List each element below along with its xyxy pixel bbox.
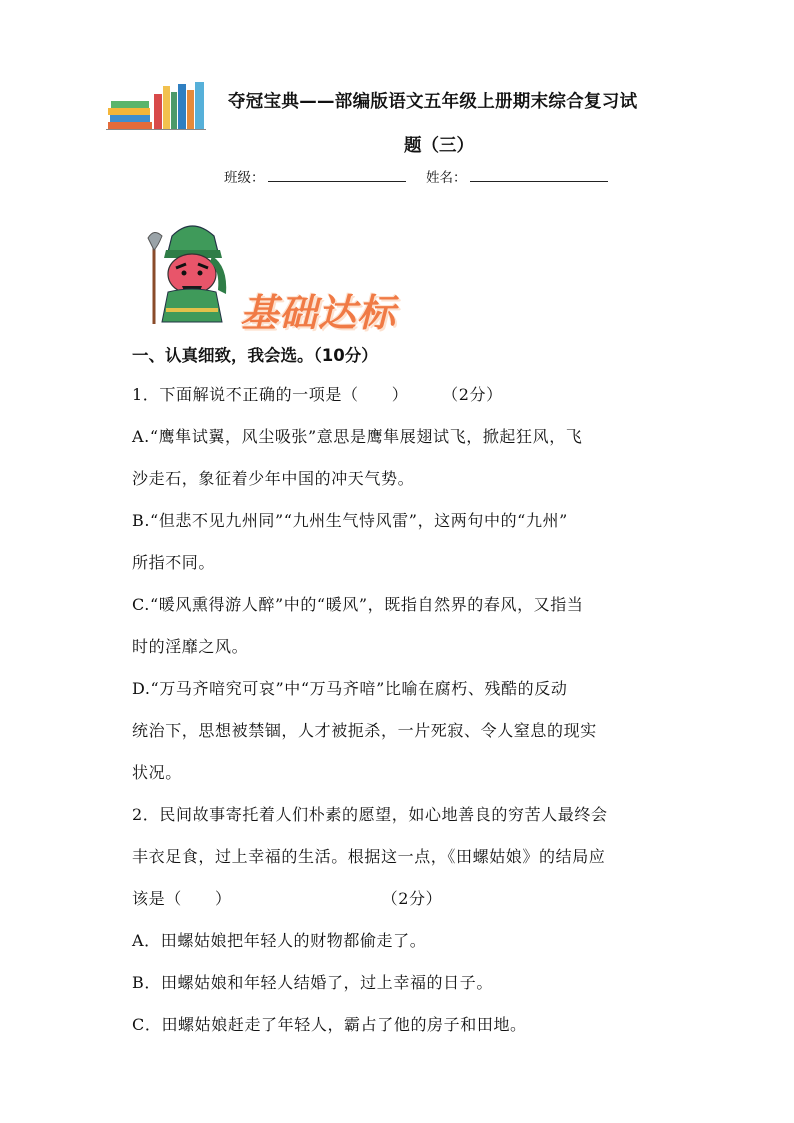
document-title-continued: 题（三） (404, 136, 474, 156)
question-line: 1．下面解说不正确的一项是（ ） （2分） (132, 385, 503, 404)
document-title: 夺冠宝典——部编版语文五年级上册期末综合复习试 (228, 92, 638, 112)
question-line: 沙走石，象征着少年中国的冲天气势。 (132, 469, 415, 488)
class-label: 班级： (224, 170, 265, 186)
section-banner: 基础达标 (240, 291, 397, 335)
question-line: 时的淫靡之风。 (132, 637, 249, 656)
stack-of-books-icon (106, 82, 208, 130)
question-line: D.“万马齐喑究可哀”中“万马齐喑”比喻在腐朽、残酷的反动 (132, 679, 568, 698)
class-field[interactable] (268, 167, 406, 182)
question-line: 状况。 (132, 763, 182, 782)
question-line: 所指不同。 (132, 553, 216, 572)
name-label: 姓名： (426, 170, 467, 186)
question-line: B．田螺姑娘和年轻人结婚了，过上幸福的日子。 (132, 973, 493, 992)
question-line: 该是（ ） （2分） (132, 889, 443, 908)
question-line: A.“鹰隼试翼，风尘吸张”意思是鹰隼展翅试飞，掀起狂风，飞 (132, 427, 583, 446)
cartoon-guan-yu-character (142, 216, 242, 326)
section-heading: 一、认真细致，我会选。（10分） (132, 346, 378, 365)
question-line: C．田螺姑娘赶走了年轻人，霸占了他的房子和田地。 (132, 1015, 527, 1034)
question-line: 统治下，思想被禁锢，人才被扼杀，一片死寂、令人窒息的现实 (132, 721, 597, 740)
question-line: B.“但悲不见九州同”“九州生气恃风雷”，这两句中的“九州” (132, 511, 568, 530)
question-line: A．田螺姑娘把年轻人的财物都偷走了。 (132, 931, 427, 950)
name-field[interactable] (470, 167, 608, 182)
question-line: 丰衣足食，过上幸福的生活。根据这一点，《田螺姑娘》的结局应 (132, 847, 606, 866)
question-line: 2．民间故事寄托着人们朴素的愿望，如心地善良的穷苦人最终会 (132, 805, 608, 824)
question-line: C.“暖风熏得游人醉”中的“暖风”，既指自然界的春风，又指当 (132, 595, 584, 614)
